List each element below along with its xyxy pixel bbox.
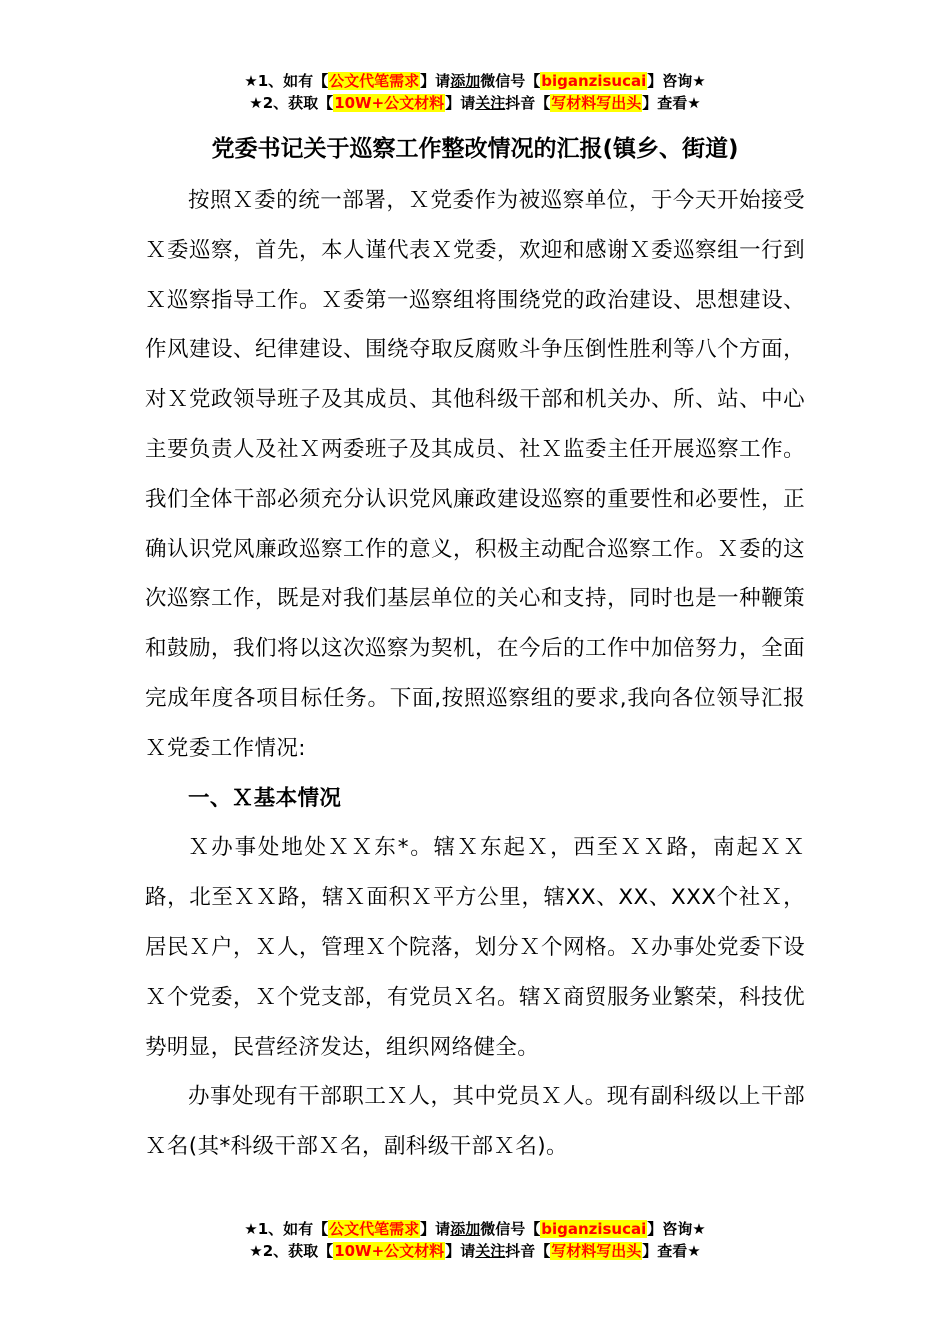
promo-underline-add: 添加	[450, 72, 481, 90]
promo-line-2-mid: 】请	[445, 1242, 476, 1260]
promo-line-1-suffix: 】咨询★	[647, 72, 706, 90]
promo-highlight-douyin-id: 写材料写出头	[551, 94, 642, 112]
promo-highlight-service: 公文代笔需求	[329, 72, 420, 90]
promo-highlight-materials: 10W+公文材料	[334, 94, 445, 112]
promo-line-2-mid2: 抖音【	[505, 1242, 551, 1260]
promo-line-2	[0, 92, 950, 114]
promo-highlight-wechat-id: biganzisucai	[541, 1220, 647, 1238]
promo-highlight-materials: 10W+公文材料	[334, 1242, 445, 1260]
promo-line-1	[0, 70, 950, 92]
promo-line-1-mid: 】请	[420, 1220, 451, 1238]
promo-line-1-mid2: 微信号【	[480, 72, 541, 90]
promo-underline-add: 添加	[450, 1220, 481, 1238]
document-title: 党委书记关于巡察工作整改情况的汇报(镇乡、街道)	[211, 136, 739, 162]
promo-line-1-prefix: ★1、如有【	[244, 72, 329, 90]
promo-line-2-suffix: 】查看★	[642, 1242, 701, 1260]
promo-line-1	[0, 1218, 950, 1240]
promo-line-2-suffix: 】查看★	[642, 94, 701, 112]
body-paragraph-intro: 按照Ｘ委的统一部署，Ｘ党委作为被巡察单位，于今天开始接受Ｘ委巡察，首先，本人谨代表Ｘ党委，欢迎和感谢Ｘ委巡察组一行到Ｘ巡察指导工作。Ｘ委第一巡察组将围绕党的政治建设、思想建设、作风建设、纪律建设、围绕夺取反腐败斗争压倒性胜利等八个方面，对Ｘ党政领导班子及其成员、其他科级干部和机关办、所、站、中心主要负责人及社Ｘ两委班子及其成员、社Ｘ监委主任开展巡察工作。我们全体干部必须充分认识党风廉政建设巡察的重要性和必要性，正确认识党风廉政巡察工作的意义，积极主动配合巡察工作。Ｘ委的这次巡察工作，既是对我们基层单位的关心和支持，同时也是一种鞭策和鼓励，我们将以这次巡察为契机，在今后的工作中加倍努力，全面完成年度各项目标任务。下面,按照巡察组的要求,我向各位领导汇报Ｘ党委工作情况:	[145, 188, 805, 761]
promo-line-1-mid: 】请	[420, 72, 451, 90]
promo-line-2-prefix: ★2、获取【	[249, 94, 334, 112]
promo-line-2-mid2: 抖音【	[505, 94, 551, 112]
promo-line-1-prefix: ★1、如有【	[244, 1220, 329, 1238]
promo-line-1-suffix: 】咨询★	[647, 1220, 706, 1238]
body-paragraph-overview: Ｘ办事处地处ＸＸ东*。辖Ｘ东起Ｘ，西至ＸＸ路，南起ＸＸ路，北至ＸＸ路，辖Ｘ面积Ｘ平方公里，辖XX、XX、XXX个社Ｘ，居民Ｘ户，Ｘ人，管理Ｘ个院落，划分Ｘ个网格。Ｘ办事处党委下设Ｘ个党委，Ｘ个党支部，有党员Ｘ名。辖Ｘ商贸服务业繁荣，科技优势明显，民营经济发达，组织网络健全。	[145, 835, 805, 1060]
body-paragraph-staff: 办事处现有干部职工Ｘ人，其中党员Ｘ人。现有副科级以上干部Ｘ名(其*科级干部Ｘ名，副科级干部Ｘ名)。	[145, 1084, 805, 1160]
promo-line-2-prefix: ★2、获取【	[249, 1242, 334, 1260]
section-heading-basic-situation: 一、Ｘ基本情况	[188, 785, 342, 811]
promo-highlight-douyin-id: 写材料写出头	[551, 1242, 642, 1260]
promo-highlight-wechat-id: biganzisucai	[541, 72, 647, 90]
promo-banner-top	[0, 70, 950, 114]
promo-line-2	[0, 1240, 950, 1262]
promo-banner-bottom	[0, 1218, 950, 1262]
promo-line-2-mid: 】请	[445, 94, 476, 112]
promo-underline-follow: 关注	[475, 94, 506, 112]
promo-line-1-mid2: 微信号【	[480, 1220, 541, 1238]
document-body	[145, 176, 805, 1172]
promo-underline-follow: 关注	[475, 1242, 506, 1260]
promo-highlight-service: 公文代笔需求	[329, 1220, 420, 1238]
